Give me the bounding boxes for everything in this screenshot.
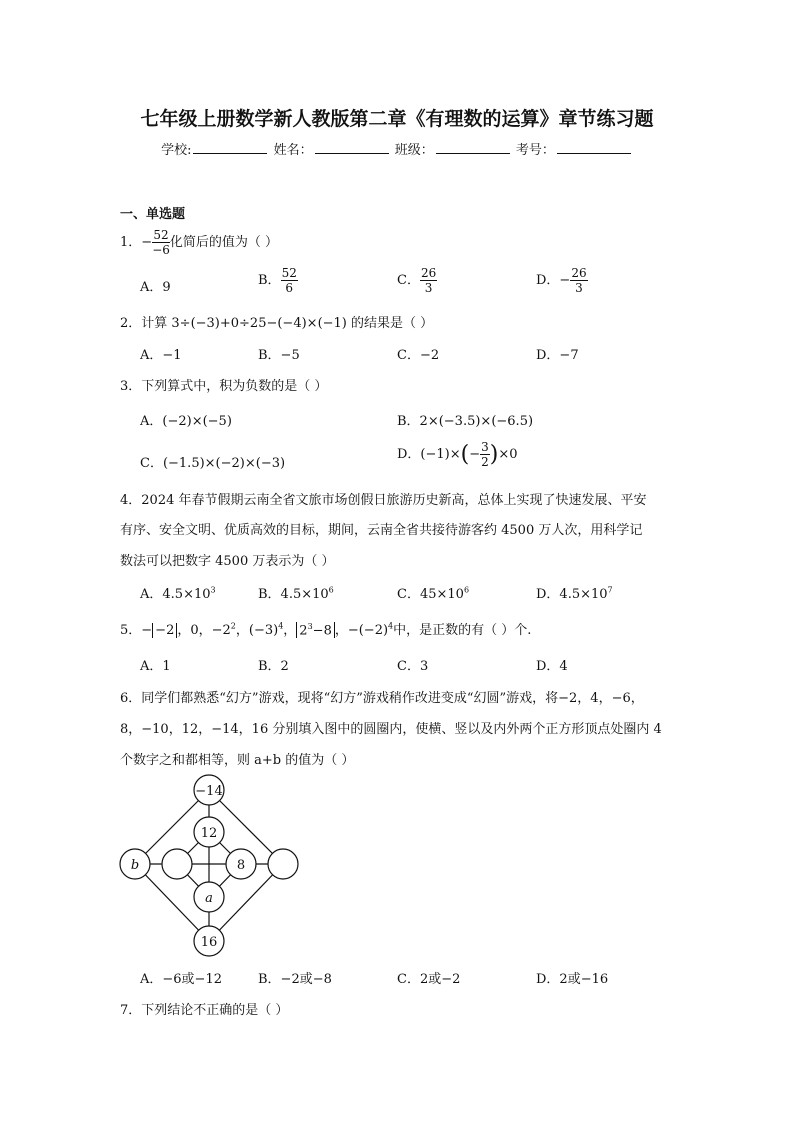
numerator: 26 <box>571 266 587 280</box>
option-text: D．(−1)× <box>397 447 461 462</box>
q3-option-d[interactable]: D．(−1)×(− $\frac{3}{2}$ )×0 <box>397 440 518 469</box>
fraction <box>420 266 437 295</box>
question-6-line-1: 6．同学们都熟悉“幻方”游戏，现将“幻方”游戏稍作改进变成“幻圆”游戏，将−2，4，−6， <box>120 691 644 706</box>
denominator: 2 <box>481 455 489 469</box>
exponent: 6 <box>328 585 334 595</box>
q1-option-a[interactable]: A．9 <box>140 280 171 295</box>
q6-option-b[interactable]: B．−2或−8 <box>258 972 332 987</box>
option-text: D．4.5×10 <box>536 587 608 602</box>
exponent: 6 <box>463 585 470 595</box>
option-label: D．− <box>536 273 571 288</box>
question-1-stem <box>120 228 278 257</box>
name-blank <box>315 141 389 154</box>
expression-part: ， <box>283 623 297 638</box>
q4-option-c[interactable] <box>397 583 469 602</box>
exponent: 4 <box>278 621 284 631</box>
question-4-line-3: 数法可以把数字 4500 万表示为（ ） <box>120 554 335 569</box>
fraction <box>570 266 587 295</box>
q6-option-d[interactable]: D．2或−16 <box>536 972 609 987</box>
page-title: 七年级上册数学新人教版第二章《有理数的运算》章节练习题 <box>140 108 654 130</box>
q4-option-d[interactable] <box>536 583 613 602</box>
expression-part: ，0，−2 <box>177 623 231 638</box>
question-6-line-3: 个数字之和都相等，则 a+b 的值为（ ） <box>120 753 355 768</box>
expression-part: ，(−3) <box>235 623 279 638</box>
left-paren: ( <box>460 442 470 467</box>
section-heading: 一、单选题 <box>120 207 186 222</box>
exam-no-blank <box>557 141 631 154</box>
question-number: 5．− <box>120 623 153 638</box>
expression-part: ，−(−2) <box>334 623 389 638</box>
right-paren: ) <box>489 442 499 467</box>
stem-text: 化简后的值为（ ） <box>169 235 279 250</box>
exponent: 3 <box>307 621 313 631</box>
label-bottom: 16 <box>200 935 218 950</box>
exponent: 3 <box>210 585 216 595</box>
q4-option-a[interactable] <box>140 583 216 602</box>
q4-option-b[interactable] <box>258 583 334 602</box>
label-inner-right: 8 <box>236 858 246 873</box>
question-number: 1． <box>120 235 142 250</box>
question-4-line-1: 4．2024 年春节假期云南全省文旅市场创假日旅游历史新高，总体上实现了快速发展、平安 <box>120 493 647 508</box>
absolute-value: −2 <box>152 623 177 638</box>
class-label: 班级： <box>394 143 434 158</box>
expression-part: −8 <box>312 623 332 638</box>
q1-option-b[interactable] <box>258 266 298 295</box>
q5-option-c[interactable]: C．3 <box>397 659 429 674</box>
q2-option-c[interactable]: C．−2 <box>397 348 440 363</box>
question-2-stem: 2．计算 3÷(−3)+0÷25−(−4)×(−1) 的结果是（ ） <box>120 316 434 331</box>
label-top: −14 <box>195 784 223 799</box>
question-3-stem: 3．下列算式中，积为负数的是（ ） <box>120 379 328 394</box>
stem-text: 中，是正数的有（ ）个. <box>393 623 532 638</box>
exponent: 2 <box>230 621 236 631</box>
fraction <box>480 440 490 469</box>
student-info-line <box>0 139 794 158</box>
q3-option-b[interactable]: B．2×(−3.5)×(−6.5) <box>397 414 534 429</box>
numerator: 52 <box>281 266 297 280</box>
q6-option-a[interactable]: A．−6或−12 <box>140 972 222 987</box>
exam-no-label: 考号： <box>515 143 555 158</box>
fraction <box>281 266 298 295</box>
exponent: 7 <box>607 585 613 595</box>
circle-right <box>268 849 298 879</box>
q5-option-a[interactable]: A．1 <box>140 659 171 674</box>
option-text-tail: ×0 <box>498 447 518 462</box>
label-inner-top: 12 <box>200 826 218 841</box>
question-7-stem: 7．下列结论不正确的是（ ） <box>120 1003 289 1018</box>
q1-option-c[interactable] <box>397 266 437 295</box>
school-label: 学校: <box>161 143 192 158</box>
fraction <box>152 228 170 257</box>
absolute-value <box>296 622 335 638</box>
q5-option-d[interactable]: D．4 <box>536 659 568 674</box>
class-blank <box>436 141 510 154</box>
option-text: A．4.5×10 <box>140 587 211 602</box>
option-text: B．4.5×10 <box>258 587 329 602</box>
q2-option-b[interactable]: B．−5 <box>258 348 300 363</box>
magic-circle-diagram <box>115 770 305 960</box>
question-4-line-2: 有序、安全文明、优质高效的目标，期间，云南全省共接待游客约 4500 万人次，用科学记 <box>120 523 643 538</box>
q3-option-c[interactable]: C．(−1.5)×(−2)×(−3) <box>140 456 286 471</box>
q3-option-a[interactable]: A．(−2)×(−5) <box>140 414 232 429</box>
q2-option-d[interactable]: D．−7 <box>536 348 579 363</box>
option-text: C．45×10 <box>397 587 464 602</box>
minus-sign: − <box>141 235 153 250</box>
denominator: −6 <box>152 243 170 257</box>
question-6-line-2: 8，−10，12，−14，16 分别填入图中的圆圈内，使横、竖以及内外两个正方形顶点处圈内 4 <box>120 722 662 737</box>
q2-option-a[interactable]: A．−1 <box>140 348 182 363</box>
name-label: 姓名： <box>273 143 313 158</box>
denominator: 3 <box>424 281 433 295</box>
denominator: 3 <box>575 281 583 295</box>
label-inner-bottom: a <box>205 891 213 906</box>
numerator: 3 <box>481 440 489 454</box>
base: 2 <box>299 623 308 638</box>
q5-option-b[interactable]: B．2 <box>258 659 289 674</box>
label-left: b <box>130 858 140 873</box>
q6-option-c[interactable]: C．2或−2 <box>397 972 461 987</box>
option-label: C． <box>397 273 420 288</box>
exponent: 4 <box>388 621 394 631</box>
numerator: 26 <box>420 266 437 280</box>
q1-option-d[interactable] <box>536 266 588 295</box>
numerator: 52 <box>153 228 169 242</box>
question-5-stem <box>120 619 531 638</box>
option-label: B． <box>258 273 281 288</box>
school-blank <box>193 141 267 154</box>
circle-inner-left <box>162 849 192 879</box>
denominator: 6 <box>285 281 294 295</box>
